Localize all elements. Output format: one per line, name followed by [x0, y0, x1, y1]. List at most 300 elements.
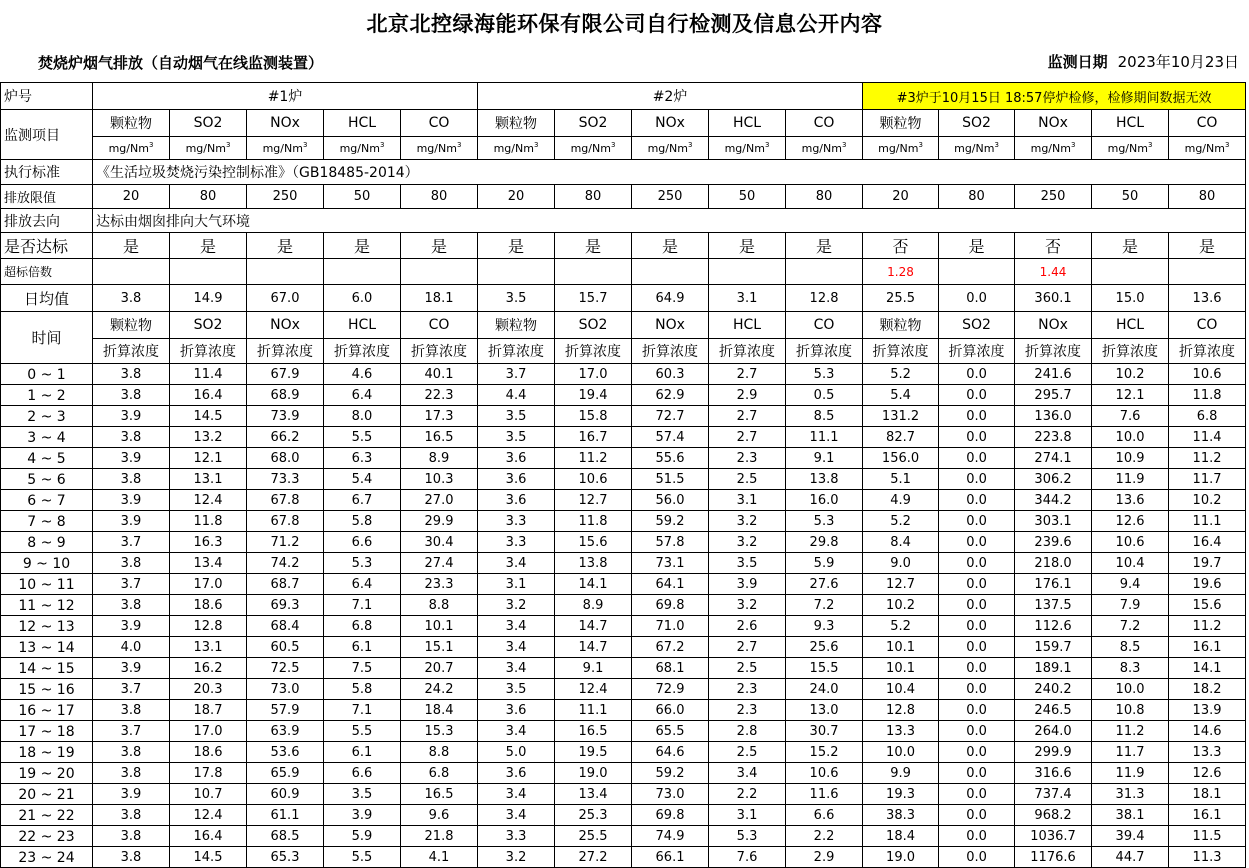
hour-row	[1, 616, 1246, 637]
exceed-value	[632, 259, 709, 285]
hour-value: 241.6	[1015, 364, 1092, 385]
hour-value: 0.0	[939, 763, 1015, 784]
unit-superscript: 3	[841, 141, 847, 149]
hour-value: 9.1	[786, 448, 863, 469]
hour-value: 5.4	[324, 469, 401, 490]
daily-avg-value: 0.0	[939, 285, 1015, 312]
hour-value: 14.5	[170, 847, 247, 868]
hour-value: 24.0	[786, 679, 863, 700]
hour-value: 3.6	[478, 448, 555, 469]
compliant-row	[1, 233, 1246, 259]
hour-value: 3.7	[93, 574, 170, 595]
unit-cell	[1092, 137, 1169, 160]
hour-value: 3.9	[93, 658, 170, 679]
hour-value: 3.9	[93, 406, 170, 427]
hour-value: 3.7	[93, 532, 170, 553]
hour-label: 6 ~ 7	[1, 490, 93, 511]
hour-value: 0.0	[939, 448, 1015, 469]
hour-value: 223.8	[1015, 427, 1092, 448]
hour-value: 69.8	[632, 595, 709, 616]
hour-value: 73.1	[632, 553, 709, 574]
hour-value: 31.3	[1092, 784, 1169, 805]
hour-value: 303.1	[1015, 511, 1092, 532]
hour-value: 9.9	[863, 763, 939, 784]
hour-value: 16.1	[1169, 637, 1246, 658]
hour-value: 3.5	[709, 553, 786, 574]
hour-row	[1, 742, 1246, 763]
hour-value: 68.4	[247, 616, 324, 637]
unit-text: mg/Nm	[339, 142, 380, 155]
exceed-value	[170, 259, 247, 285]
unit-superscript: 3	[1147, 141, 1153, 149]
hour-value: 12.4	[555, 679, 632, 700]
hour-value: 10.6	[786, 763, 863, 784]
hour-value: 0.0	[939, 469, 1015, 490]
hour-value: 4.0	[93, 637, 170, 658]
furnace-row	[1, 83, 1246, 110]
hour-value: 68.0	[247, 448, 324, 469]
unit-superscript: 3	[994, 141, 999, 149]
hour-value: 131.2	[863, 406, 939, 427]
furnace-3-notice: #3炉于10月15日 18:57停炉检修，检修期间数据无效	[863, 83, 1246, 110]
hour-label: 3 ~ 4	[1, 427, 93, 448]
hour-value: 344.2	[1015, 490, 1092, 511]
limit-value: 20	[93, 185, 170, 209]
hour-label: 20 ~ 21	[1, 784, 93, 805]
hour-value: 306.2	[1015, 469, 1092, 490]
hour-value: 38.1	[1092, 805, 1169, 826]
hour-value: 23.3	[401, 574, 478, 595]
hour-value: 10.1	[863, 637, 939, 658]
hour-value: 10.3	[401, 469, 478, 490]
hour-value: 11.9	[1092, 763, 1169, 784]
hour-value: 27.2	[555, 847, 632, 868]
unit-superscript: 3	[379, 141, 385, 149]
hour-value: 57.9	[247, 700, 324, 721]
hour-value: 7.6	[1092, 406, 1169, 427]
compliant-label: 是否达标	[1, 233, 93, 259]
hour-row	[1, 448, 1246, 469]
hour-value: 18.6	[170, 742, 247, 763]
exceed-value: 1.28	[863, 259, 939, 285]
unit-text: mg/Nm	[1030, 142, 1071, 155]
time-item-header: 颗粒物	[478, 312, 555, 339]
hour-row	[1, 637, 1246, 658]
conc-header: 折算浓度	[863, 339, 939, 364]
conc-header: 折算浓度	[1169, 339, 1246, 364]
unit-cell	[401, 137, 478, 160]
unit-cell	[555, 137, 632, 160]
conc-header: 折算浓度	[786, 339, 863, 364]
hour-value: 6.8	[1169, 406, 1246, 427]
compliant-value: 是	[709, 233, 786, 259]
hour-value: 25.5	[555, 826, 632, 847]
hour-value: 16.5	[401, 427, 478, 448]
hour-value: 11.1	[786, 427, 863, 448]
hour-value: 274.1	[1015, 448, 1092, 469]
hour-label: 1 ~ 2	[1, 385, 93, 406]
hour-value: 74.2	[247, 553, 324, 574]
hour-value: 14.5	[170, 406, 247, 427]
conc-header: 折算浓度	[1015, 339, 1092, 364]
hour-row	[1, 490, 1246, 511]
hour-value: 14.1	[1169, 658, 1246, 679]
hour-value: 12.7	[555, 490, 632, 511]
hour-value: 3.9	[93, 616, 170, 637]
hour-value: 59.2	[632, 763, 709, 784]
hour-value: 16.5	[401, 784, 478, 805]
hour-value: 968.2	[1015, 805, 1092, 826]
hour-value: 66.1	[632, 847, 709, 868]
hour-value: 0.0	[939, 364, 1015, 385]
hour-value: 19.0	[555, 763, 632, 784]
hour-value: 240.2	[1015, 679, 1092, 700]
hour-value: 0.0	[939, 637, 1015, 658]
unit-superscript: 3	[687, 141, 693, 149]
time-item-header: HCL	[324, 312, 401, 339]
daily-avg-value: 64.9	[632, 285, 709, 312]
hour-value: 57.8	[632, 532, 709, 553]
hour-value: 5.2	[863, 511, 939, 532]
unit-superscript: 3	[918, 141, 923, 149]
hour-value: 2.7	[709, 364, 786, 385]
hour-value: 61.1	[247, 805, 324, 826]
hour-value: 18.4	[401, 700, 478, 721]
hour-label: 2 ~ 3	[1, 406, 93, 427]
daily-avg-value: 6.0	[324, 285, 401, 312]
unit-cell	[1169, 137, 1246, 160]
hour-value: 3.9	[93, 490, 170, 511]
exceed-row	[1, 259, 1246, 285]
hour-value: 19.3	[863, 784, 939, 805]
hour-value: 9.1	[555, 658, 632, 679]
unit-cell	[247, 137, 324, 160]
item-header: SO2	[555, 110, 632, 137]
hour-value: 73.0	[247, 679, 324, 700]
hour-value: 13.1	[170, 469, 247, 490]
daily-avg-value: 15.0	[1092, 285, 1169, 312]
unit-text: mg/Nm	[724, 142, 765, 155]
hour-label: 22 ~ 23	[1, 826, 93, 847]
time-item-row	[1, 312, 1246, 339]
item-header: CO	[1169, 110, 1246, 137]
hour-value: 3.1	[709, 490, 786, 511]
hour-value: 3.8	[93, 805, 170, 826]
hour-value: 10.8	[1092, 700, 1169, 721]
hour-value: 5.5	[324, 427, 401, 448]
hour-value: 3.4	[478, 805, 555, 826]
hour-value: 10.7	[170, 784, 247, 805]
hour-label: 12 ~ 13	[1, 616, 93, 637]
time-item-header: SO2	[555, 312, 632, 339]
item-header: NOx	[632, 110, 709, 137]
hour-row	[1, 385, 1246, 406]
hour-value: 72.5	[247, 658, 324, 679]
hour-value: 0.0	[939, 595, 1015, 616]
hour-value: 3.3	[478, 826, 555, 847]
compliant-value: 是	[786, 233, 863, 259]
limit-value: 50	[709, 185, 786, 209]
unit-text: mg/Nm	[647, 142, 688, 155]
hour-value: 12.6	[1092, 511, 1169, 532]
hour-label: 14 ~ 15	[1, 658, 93, 679]
time-item-header: NOx	[247, 312, 324, 339]
hour-value: 3.1	[709, 805, 786, 826]
hour-value: 3.9	[93, 511, 170, 532]
unit-superscript: 3	[225, 141, 231, 149]
hour-value: 1036.7	[1015, 826, 1092, 847]
hour-value: 10.6	[1169, 364, 1246, 385]
hour-value: 27.4	[401, 553, 478, 574]
hour-row	[1, 427, 1246, 448]
compliant-value: 是	[555, 233, 632, 259]
hour-value: 73.3	[247, 469, 324, 490]
hour-value: 9.0	[863, 553, 939, 574]
direction-label: 排放去向	[1, 209, 93, 233]
hour-value: 3.6	[478, 469, 555, 490]
hour-row	[1, 784, 1246, 805]
hour-value: 3.8	[93, 847, 170, 868]
hour-row	[1, 805, 1246, 826]
hour-value: 13.3	[1169, 742, 1246, 763]
hour-value: 66.2	[247, 427, 324, 448]
hour-value: 13.8	[786, 469, 863, 490]
hour-value: 3.2	[709, 532, 786, 553]
daily-avg-value: 3.8	[93, 285, 170, 312]
hour-value: 3.8	[93, 826, 170, 847]
hour-value: 10.2	[1092, 364, 1169, 385]
direction-text: 达标由烟囱排向大气环境	[93, 209, 1246, 233]
hour-value: 73.0	[632, 784, 709, 805]
hour-value: 16.3	[170, 532, 247, 553]
exceed-value	[786, 259, 863, 285]
hour-value: 3.8	[93, 427, 170, 448]
hour-value: 239.6	[1015, 532, 1092, 553]
hour-value: 13.9	[1169, 700, 1246, 721]
hour-value: 73.9	[247, 406, 324, 427]
exceed-value	[1169, 259, 1246, 285]
hour-value: 64.1	[632, 574, 709, 595]
hour-value: 17.0	[555, 364, 632, 385]
hour-value: 72.7	[632, 406, 709, 427]
hour-value: 2.9	[786, 847, 863, 868]
hour-value: 6.8	[401, 763, 478, 784]
unit-cell	[863, 137, 939, 160]
standard-text: 《生活垃圾焚烧污染控制标准》（GB18485-2014）	[93, 160, 1246, 185]
item-label: 监测项目	[1, 110, 93, 160]
hour-value: 39.4	[1092, 826, 1169, 847]
hour-value: 64.6	[632, 742, 709, 763]
hour-row	[1, 679, 1246, 700]
item-header: NOx	[1015, 110, 1092, 137]
hour-row	[1, 364, 1246, 385]
limit-value: 80	[401, 185, 478, 209]
hour-label: 9 ~ 10	[1, 553, 93, 574]
hour-value: 11.9	[1092, 469, 1169, 490]
hour-value: 4.6	[324, 364, 401, 385]
unit-text: mg/Nm	[954, 142, 995, 155]
furnace-label: 炉号	[1, 83, 93, 110]
hour-value: 60.5	[247, 637, 324, 658]
daily-avg-value: 13.6	[1169, 285, 1246, 312]
hour-value: 3.7	[93, 679, 170, 700]
hour-row	[1, 595, 1246, 616]
hour-value: 3.7	[93, 721, 170, 742]
hour-value: 21.8	[401, 826, 478, 847]
hour-row	[1, 763, 1246, 784]
hour-value: 72.9	[632, 679, 709, 700]
exceed-value	[709, 259, 786, 285]
item-header: SO2	[939, 110, 1015, 137]
hour-value: 3.5	[478, 427, 555, 448]
hour-value: 5.5	[324, 847, 401, 868]
daily-avg-label: 日均值	[1, 285, 93, 312]
hour-value: 67.8	[247, 490, 324, 511]
hour-value: 136.0	[1015, 406, 1092, 427]
hour-value: 14.7	[555, 637, 632, 658]
hour-value: 11.4	[1169, 427, 1246, 448]
unit-cell	[939, 137, 1015, 160]
hour-value: 3.2	[478, 847, 555, 868]
hour-label: 19 ~ 20	[1, 763, 93, 784]
hour-value: 69.8	[632, 805, 709, 826]
limit-value: 50	[1092, 185, 1169, 209]
hour-value: 4.9	[863, 490, 939, 511]
hour-value: 10.0	[863, 742, 939, 763]
hour-value: 3.9	[93, 448, 170, 469]
hour-value: 8.9	[555, 595, 632, 616]
unit-superscript: 3	[1070, 141, 1076, 149]
compliant-value: 是	[247, 233, 324, 259]
furnace-1-header: #1炉	[93, 83, 478, 110]
hour-value: 17.3	[401, 406, 478, 427]
limit-value: 250	[1015, 185, 1092, 209]
hour-value: 8.8	[401, 595, 478, 616]
hour-value: 2.5	[709, 658, 786, 679]
limit-value: 250	[247, 185, 324, 209]
hour-value: 5.8	[324, 679, 401, 700]
exceed-label: 超标倍数	[1, 259, 93, 285]
daily-avg-row	[1, 285, 1246, 312]
hour-value: 8.5	[1092, 637, 1169, 658]
hour-value: 0.0	[939, 574, 1015, 595]
hour-value: 15.5	[786, 658, 863, 679]
hour-value: 5.2	[863, 616, 939, 637]
unit-text: mg/Nm	[262, 142, 303, 155]
hour-value: 299.9	[1015, 742, 1092, 763]
unit-superscript: 3	[533, 141, 539, 149]
hour-value: 10.4	[863, 679, 939, 700]
hour-value: 12.1	[170, 448, 247, 469]
hour-value: 11.2	[1169, 448, 1246, 469]
hour-value: 13.4	[555, 784, 632, 805]
time-item-header: CO	[1169, 312, 1246, 339]
hour-value: 7.2	[786, 595, 863, 616]
hour-value: 11.7	[1169, 469, 1246, 490]
hour-value: 10.6	[1092, 532, 1169, 553]
hour-value: 68.9	[247, 385, 324, 406]
hour-value: 7.6	[709, 847, 786, 868]
hour-value: 10.9	[1092, 448, 1169, 469]
hour-value: 67.2	[632, 637, 709, 658]
hour-value: 25.3	[555, 805, 632, 826]
exceed-value	[93, 259, 170, 285]
daily-avg-value: 67.0	[247, 285, 324, 312]
hour-value: 5.3	[786, 364, 863, 385]
hour-value: 11.2	[555, 448, 632, 469]
hour-label: 10 ~ 11	[1, 574, 93, 595]
hour-label: 13 ~ 14	[1, 637, 93, 658]
time-item-header: SO2	[170, 312, 247, 339]
hour-value: 6.1	[324, 742, 401, 763]
hour-label: 17 ~ 18	[1, 721, 93, 742]
hour-value: 15.3	[401, 721, 478, 742]
standard-row	[1, 160, 1246, 185]
hour-value: 246.5	[1015, 700, 1092, 721]
hour-value: 6.8	[324, 616, 401, 637]
hour-value: 5.4	[863, 385, 939, 406]
hour-value: 67.9	[247, 364, 324, 385]
hour-value: 8.9	[401, 448, 478, 469]
hour-value: 65.3	[247, 847, 324, 868]
compliant-value: 否	[863, 233, 939, 259]
hour-value: 18.1	[1169, 784, 1246, 805]
unit-superscript: 3	[456, 141, 462, 149]
hour-value: 0.0	[939, 679, 1015, 700]
hour-value: 12.8	[863, 700, 939, 721]
hour-value: 10.1	[863, 658, 939, 679]
unit-text: mg/Nm	[1184, 142, 1225, 155]
hour-value: 15.6	[1169, 595, 1246, 616]
hour-value: 6.6	[786, 805, 863, 826]
time-item-header: 颗粒物	[863, 312, 939, 339]
hour-value: 3.5	[478, 406, 555, 427]
hour-value: 5.5	[324, 721, 401, 742]
hour-value: 19.5	[555, 742, 632, 763]
emission-table	[0, 82, 1246, 868]
limit-row	[1, 185, 1246, 209]
hour-row	[1, 658, 1246, 679]
time-item-header: CO	[786, 312, 863, 339]
hour-value: 6.1	[324, 637, 401, 658]
unit-text: mg/Nm	[801, 142, 842, 155]
hour-value: 15.2	[786, 742, 863, 763]
limit-value: 80	[786, 185, 863, 209]
item-header: HCL	[1092, 110, 1169, 137]
unit-text: mg/Nm	[185, 142, 226, 155]
hour-value: 3.2	[709, 511, 786, 532]
limit-value: 80	[555, 185, 632, 209]
hour-value: 9.3	[786, 616, 863, 637]
unit-cell	[632, 137, 709, 160]
hour-value: 16.2	[170, 658, 247, 679]
hour-value: 3.9	[324, 805, 401, 826]
hour-value: 6.6	[324, 532, 401, 553]
daily-avg-value: 15.7	[555, 285, 632, 312]
hour-value: 0.0	[939, 721, 1015, 742]
hour-value: 27.6	[786, 574, 863, 595]
hour-value: 10.1	[401, 616, 478, 637]
unit-superscript: 3	[610, 141, 616, 149]
hour-value: 3.7	[478, 364, 555, 385]
hour-value: 13.6	[1092, 490, 1169, 511]
hour-value: 74.9	[632, 826, 709, 847]
hour-value: 2.5	[709, 742, 786, 763]
hour-value: 264.0	[1015, 721, 1092, 742]
hour-value: 11.8	[170, 511, 247, 532]
time-item-header: HCL	[1092, 312, 1169, 339]
daily-avg-value: 14.9	[170, 285, 247, 312]
